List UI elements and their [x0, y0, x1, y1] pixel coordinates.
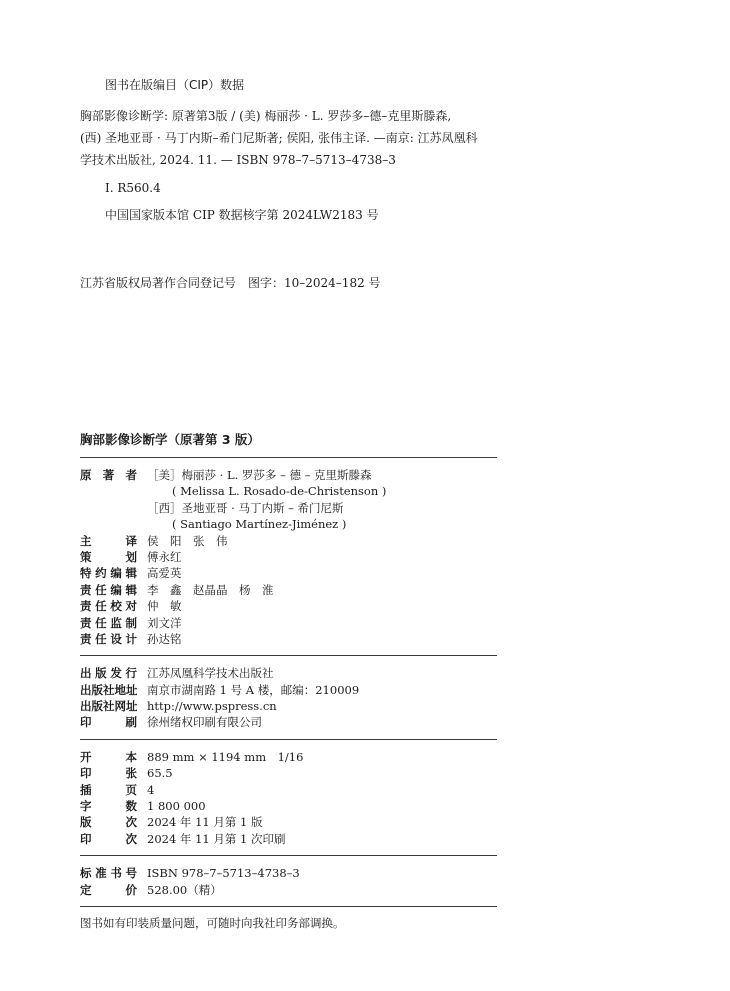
credit-row-original-authors — [80, 467, 497, 483]
spec-label: 印 张 — [80, 766, 137, 781]
publisher-row — [80, 665, 497, 681]
credit-row-responsible-editor — [80, 582, 497, 598]
publisher-value: 徐州绪权印刷有限公司 — [147, 715, 262, 730]
author-name-zh: ［西］圣地亚哥 · 马丁内斯 – 希门尼斯 — [147, 500, 344, 515]
credit-label: 责任校对 — [80, 599, 137, 614]
publisher-website: http://www.pspress.cn — [147, 699, 277, 714]
credit-value: 傅永红 — [147, 549, 182, 564]
price-label: 定 价 — [80, 882, 137, 897]
credit-value: 高爱英 — [147, 566, 182, 581]
publisher-label: 出版发行 — [80, 666, 137, 681]
publisher-label: 出版社地址 — [80, 682, 137, 697]
credit-row-contract-editor — [80, 565, 497, 581]
spec-row — [80, 749, 497, 765]
spec-value: 1 800 000 — [147, 799, 206, 814]
price-row — [80, 882, 497, 898]
publisher-value: 江苏凤凰科学技术出版社 — [147, 666, 274, 681]
spec-row — [80, 782, 497, 798]
credit-label: 责任编辑 — [80, 582, 137, 597]
cip-data-number: 中国国家版本馆 CIP 数据核字第 2024LW2183 号 — [105, 208, 379, 222]
credit-row-proofreader — [80, 598, 497, 614]
spec-value: 65.5 — [147, 766, 173, 781]
spec-value: 889 mm × 1194 mm 1/16 — [147, 749, 304, 764]
credit-label: 策 划 — [80, 549, 137, 564]
colophon — [80, 432, 497, 931]
credit-label: 主 译 — [80, 533, 137, 548]
publisher-row — [80, 698, 497, 714]
credit-row-author-2 — [80, 500, 497, 516]
cip-classification: Ⅰ. R560.4 — [105, 181, 161, 195]
publisher-row — [80, 682, 497, 698]
specs-section — [80, 739, 497, 855]
author-name-zh: ［美］梅丽莎 · L. 罗莎多 – 德 – 克里斯滕森 — [147, 468, 372, 482]
credit-label: 特约编辑 — [80, 566, 137, 581]
isbn-label: 标准书号 — [80, 866, 137, 881]
price-value: 528.00（精） — [147, 882, 222, 897]
publisher-label: 印 刷 — [80, 715, 137, 730]
book-title: 胸部影像诊断学（原著第 3 版） — [80, 432, 260, 447]
isbn-row — [80, 865, 497, 881]
cip-line-1: 胸部影像诊断学: 原著第3版 / (美) 梅丽莎 · L. 罗莎多–德–克里斯滕森, — [80, 109, 452, 123]
cip-line-2: (西) 圣地亚哥 · 马丁内斯–希门尼斯著; 侯阳, 张伟主译. —南京: 江苏凤凰科 — [80, 131, 478, 145]
copyright-registration: 江苏省版权局著作合同登记号 图字：10–2024–182 号 — [80, 276, 381, 290]
publisher-section — [80, 655, 497, 739]
credit-row-designer — [80, 631, 497, 647]
credit-value: 孙达铭 — [147, 631, 182, 646]
spec-label: 开 本 — [80, 749, 137, 764]
credit-row-translators — [80, 533, 497, 549]
spec-value: 2024 年 11 月第 1 版 — [147, 815, 263, 830]
credit-row-supervisor — [80, 615, 497, 631]
spec-label: 字 数 — [80, 799, 137, 814]
spec-row — [80, 798, 497, 814]
cip-line-3: 学技术出版社, 2024. 11. — ISBN 978–7–5713–4738–3 — [80, 153, 396, 167]
spec-value: 4 — [147, 782, 155, 797]
credits-section — [80, 457, 497, 655]
credit-label: 责任监制 — [80, 615, 137, 630]
spec-label: 插 页 — [80, 782, 137, 797]
author-name-en: ( Santiago Martínez-Jiménez ) — [172, 517, 347, 532]
author-name-en: ( Melissa L. Rosado-de-Christenson ) — [172, 484, 387, 499]
credit-value: 刘文洋 — [147, 615, 182, 630]
credit-value: 李 鑫 赵晶晶 杨 淮 — [147, 582, 274, 597]
spec-label: 版 次 — [80, 815, 137, 830]
isbn-value: ISBN 978–7–5713–4738–3 — [147, 866, 300, 881]
divider — [80, 906, 497, 907]
publisher-row — [80, 714, 497, 730]
publisher-label: 出版社网址 — [80, 699, 137, 714]
credit-value: 侯 阳 张 伟 — [147, 533, 228, 548]
spec-row — [80, 831, 497, 847]
credit-row-author-2-en — [80, 516, 497, 532]
credit-row-author-en — [80, 483, 497, 499]
spec-value: 2024 年 11 月第 1 次印刷 — [147, 831, 286, 846]
credit-label: 原 著 者 — [80, 468, 137, 482]
credit-value: 仲 敏 — [147, 599, 182, 614]
publisher-value: 南京市湖南路 1 号 A 楼，邮编：210009 — [147, 682, 360, 697]
credit-label: 责任设计 — [80, 631, 137, 646]
quality-notice: 图书如有印装质量问题，可随时向我社印务部调换。 — [80, 915, 345, 930]
spec-label: 印 次 — [80, 831, 137, 846]
cip-heading: 图书在版编目（CIP）数据 — [105, 78, 245, 92]
spec-row — [80, 814, 497, 830]
credit-row-planner — [80, 549, 497, 565]
isbn-price-section — [80, 855, 497, 906]
spec-row — [80, 765, 497, 781]
